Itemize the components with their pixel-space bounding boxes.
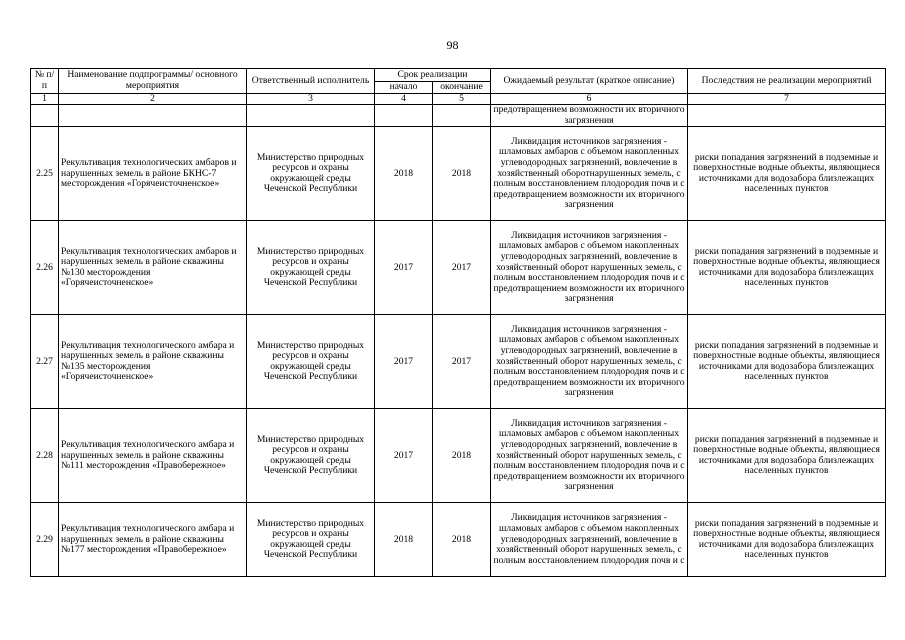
table-row [31, 127, 886, 221]
column-number: 5 [433, 93, 491, 105]
consequences: риски попадания загрязнений в подземные и поверхностные водные объекты, являющиеся источниками для водозабора близлежащих населенных пунктов [688, 409, 886, 503]
responsible-executor: Министерство природных ресурсов и охраны окружающей среды Чеченской Республики [247, 127, 375, 221]
start-year: 2017 [375, 221, 433, 315]
row-num: 2.26 [31, 221, 59, 315]
responsible-executor: Министерство природных ресурсов и охраны окружающей среды Чеченской Республики [247, 221, 375, 315]
header-result: Ожидаемый результат (краткое описание) [491, 69, 688, 94]
expected-result: Ликвидация источников загрязнения - шламовых амбаров с объемом накопленных углеводородных загрязнений, вовлечение в хозяйственный оборот нарушенных земель, с полным восстановлением плодородия почв и с предотвращением возможности их вторичного загрязнения [491, 221, 688, 315]
start-year: 2018 [375, 503, 433, 577]
end-year: 2017 [433, 221, 491, 315]
expected-result: Ликвидация источников загрязнения - шламовых амбаров с объемом накопленных углеводородных загрязнений, вовлечение в хозяйственный оборот нарушенных земель, с полным восстановлением плодородия почв и с предотвращением возможности их вторичного загрязнения [491, 409, 688, 503]
responsible-executor: Министерство природных ресурсов и охраны окружающей среды Чеченской Республики [247, 409, 375, 503]
header-num: № п/п [31, 69, 59, 94]
end-year: 2018 [433, 503, 491, 577]
column-number: 4 [375, 93, 433, 105]
column-number: 2 [59, 93, 247, 105]
responsible-executor: Министерство природных ресурсов и охраны окружающей среды Чеченской Республики [247, 315, 375, 409]
header-end: окончание [433, 82, 491, 94]
column-number: 1 [31, 93, 59, 105]
result-cell: предотвращением возможности их вторичного загрязнения [491, 105, 688, 127]
table-row [31, 409, 886, 503]
column-number: 6 [491, 93, 688, 105]
column-numbers-row [31, 93, 886, 105]
start-year: 2017 [375, 409, 433, 503]
measure-name: Рекультивация технологических амбаров и нарушенных земель в районе БКНС-7 месторождения «Горячеисточненское» [59, 127, 247, 221]
end-year: 2017 [433, 315, 491, 409]
measure-name: Рекультивация технологического амбара и нарушенных земель в районе скважины №177 месторождения «Правобережное» [59, 503, 247, 577]
expected-result: Ликвидация источников загрязнения - шламовых амбаров с объемом накопленных углеводородных загрязнений, вовлечение в хозяйственный оборот нарушенных земель, с полным восстановлением плодородия почв и с [491, 503, 688, 577]
continuation-row [31, 105, 886, 127]
row-num: 2.25 [31, 127, 59, 221]
measure-name: Рекультивация технологических амбаров и нарушенных земель в районе скважины №130 месторождения «Горячеисточненское» [59, 221, 247, 315]
header-name: Наименование подпрограммы/ основного мероприятия [59, 69, 247, 94]
table-row [31, 221, 886, 315]
page-number: 98 [446, 38, 459, 52]
row-num: 2.29 [31, 503, 59, 577]
end-year: 2018 [433, 127, 491, 221]
start-year: 2017 [375, 315, 433, 409]
consequences: риски попадания загрязнений в подземные и поверхностные водные объекты, являющиеся источниками для водозабора близлежащих населенных пунктов [688, 127, 886, 221]
header-period: Срок реализации [375, 69, 491, 82]
consequences: риски попадания загрязнений в подземные и поверхностные водные объекты, являющиеся источниками для водозабора близлежащих населенных пунктов [688, 221, 886, 315]
measure-name: Рекультивация технологического амбара и нарушенных земель в районе скважины №111 месторождения «Правобережное» [59, 409, 247, 503]
measure-name: Рекультивация технологического амбара и нарушенных земель в районе скважины №135 месторождения «Горячеисточненское» [59, 315, 247, 409]
row-num: 2.27 [31, 315, 59, 409]
header-start: начало [375, 82, 433, 94]
start-year: 2018 [375, 127, 433, 221]
expected-result: Ликвидация источников загрязнения - шламовых амбаров с объемом накопленных углеводородных загрязнений, вовлечение в хозяйственный оборотнарушенных земель, с полным восстановлением плодородия почв и с предотвращением возможности их вторичного загрязнения [491, 127, 688, 221]
responsible-executor: Министерство природных ресурсов и охраны окружающей среды Чеченской Республики [247, 503, 375, 577]
consequences: риски попадания загрязнений в подземные и поверхностные водные объекты, являющиеся источниками для водозабора близлежащих населенных пунктов [688, 315, 886, 409]
end-year: 2018 [433, 409, 491, 503]
column-number: 3 [247, 93, 375, 105]
expected-result: Ликвидация источников загрязнения - шламовых амбаров с объемом накопленных углеводородных загрязнений, вовлечение в хозяйственный оборот нарушенных земель, с полным восстановлением плодородия почв и с предотвращением возможности их вторичного загрязнения [491, 315, 688, 409]
measures-table [30, 68, 886, 577]
header-consequences: Последствия не реализации мероприятий [688, 69, 886, 94]
table-row [31, 503, 886, 577]
header-responsible: Ответственный исполнитель [247, 69, 375, 94]
consequences: риски попадания загрязнений в подземные и поверхностные водные объекты, являющиеся источниками для водозабора близлежащих населенных пунктов [688, 503, 886, 577]
column-number: 7 [688, 93, 886, 105]
row-num: 2.28 [31, 409, 59, 503]
table-row [31, 315, 886, 409]
